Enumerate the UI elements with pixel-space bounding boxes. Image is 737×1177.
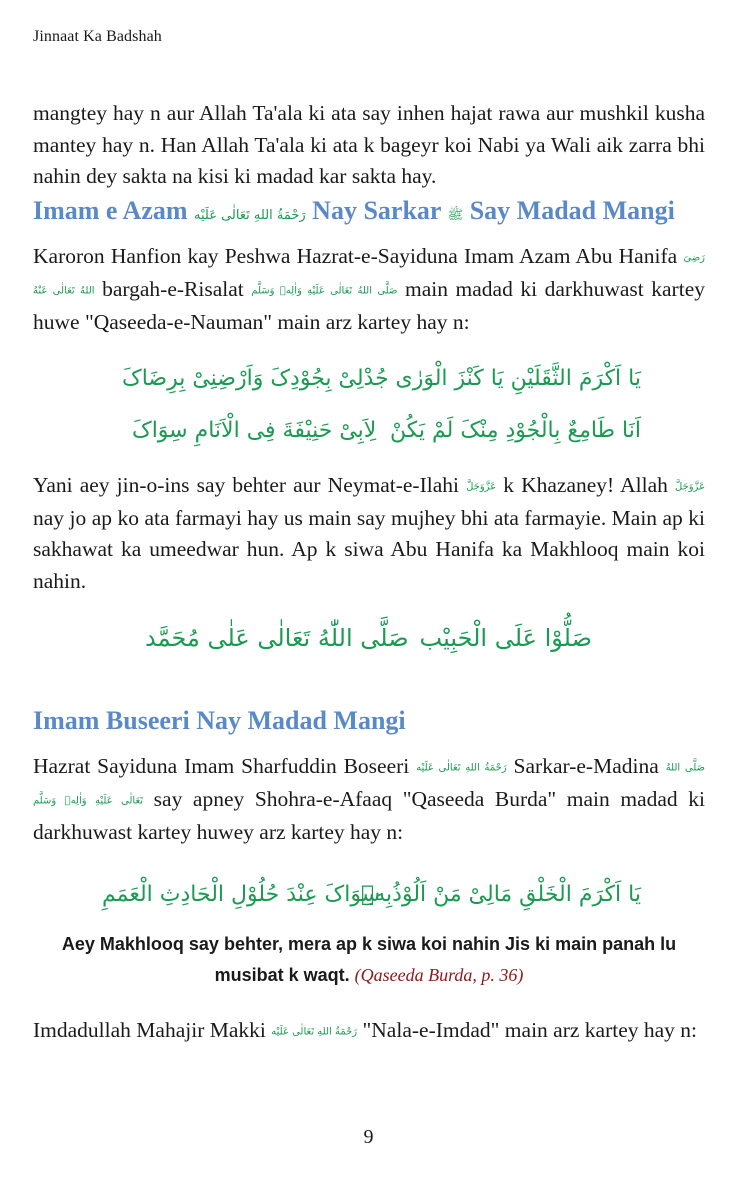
text-run: k Khazaney! Allah — [503, 473, 668, 497]
text-run: Sarkar-e-Madina — [513, 754, 659, 778]
salutation-left: صَلَّی اللّٰهُ تَعَالٰی عَلٰی مُحَمَّد — [145, 624, 409, 652]
citation-reference: (Qaseeda Burda, p. 36) — [354, 965, 524, 985]
honorific-glyph: رَحْمَةُ اللهِ تَعَالٰی عَلَیْه — [416, 762, 507, 774]
heading-text: Nay Sarkar — [312, 196, 441, 225]
salutation-right: صَلُّوْا عَلَی الْحَبِیْب — [419, 624, 592, 652]
paragraph-translation-1 — [33, 470, 705, 597]
honorific-glyph: رَضِیَ اللهُ تَعَالٰی عَنْهُ — [33, 252, 706, 297]
paragraph-intro: mangtey hay n aur Allah Ta'ala ki ata say inhen hajat rawa aur mushkil kusha mantey hay n. Han Allah Ta'ala ki ata k bageyr koi Nabi ya Wali aik zarra bhi nahin dey sakta na kisi ki madad kar sakta hay. — [33, 101, 705, 188]
paragraph-imdadullah — [33, 1015, 705, 1048]
section-heading-imam-buseeri: Imam Buseeri Nay Madad Mangi — [33, 706, 406, 735]
heading-text: Imam e Azam — [33, 196, 188, 225]
text-run: Yani aey jin-o-ins say behter aur Neymat-e-Ilahi — [33, 473, 459, 497]
text-run: main madad ki darkhuwast kartey huwe "Qaseeda-e-Nauman" main arz kartey hay n: — [33, 276, 705, 334]
running-head: Jinnaat Ka Badshah — [33, 28, 162, 45]
honorific-glyph: صَلَّی اللهُ تَعَالٰی عَلَیْهِ وَاٰلِهٖ وَسَلَّم — [251, 285, 398, 297]
verse-1-line-1-left: جُدْلِیْ بِجُوْدِکَ وَاَرْضِنِیْ بِرِضَاکَ — [122, 366, 389, 391]
translation-text: Aey Makhlooq say behter, mera ap k siwa koi nahin Jis ki main panah lu musibat k waqt. — [61, 934, 677, 985]
text-run: Hazrat Sayiduna Imam Sharfuddin Boseeri — [33, 754, 410, 778]
honorific-glyph: صَلَّی اللهُ تَعَالٰی عَلَیْهِ وَاٰلِهٖ وَسَلَّم — [33, 762, 706, 807]
text-run: "Nala-e-Imdad" main arz kartey hay n: — [362, 1018, 698, 1042]
verse-1-line-2-left: لِاَبِیْ حَنِیْفَةَ فِی الْاَنَامِ سِوَاکَ — [132, 418, 377, 443]
text-run: say apney Shohra-e-Afaaq "Qaseeda Burda" main madad ki darkhuwast kartey huwey arz kartey hay n: — [33, 786, 705, 844]
verse-2-left: سِوَاکَ عِنْدَ حُلُوْلِ الْحَادِثِ الْعَمَمِ — [102, 882, 381, 907]
verse-2-right: یَا اَکْرَمَ الْخَلْقِ مَالِیْ مَنْ اَلُوْذُبِهٖ — [361, 882, 641, 907]
text-run: Imdadullah Mahajir Makki — [33, 1018, 266, 1042]
text-run: Karoron Hanfion kay Peshwa Hazrat-e-Sayiduna Imam Azam Abu Hanifa — [33, 244, 678, 268]
paragraph-imam-buseeri — [33, 751, 705, 848]
verse-1-line-2-right: اَنَا طَامِعٌ بِالْجُوْدِ مِنْکَ لَمْ یَکُنْ — [390, 418, 641, 443]
honorific-glyph: عَزَّوَجَلَّ — [674, 481, 706, 493]
verse-2-translation — [33, 929, 705, 991]
verse-1-line-1-right: یَا اَکْرَمَ الثَّقَلَیْنِ یَا کَنْزَ الْوَرٰی — [395, 366, 641, 391]
text-run: nay jo ap ko ata farmayi hay us main say mujhey bhi ata farmayie. Main ap ki sakhawat ka umeedwar hun. Ap k siwa Abu Hanifa ka Makhlooq main koi nahin. — [33, 505, 705, 593]
honorific-glyph: رَحْمَةُ اللهِ تَعَالٰی عَلَیْه — [271, 1026, 358, 1038]
honorific-glyph: ﷺ — [447, 208, 464, 223]
section-heading-imam-azam — [33, 196, 675, 226]
honorific-glyph: عَزَّوَجَلَّ — [466, 481, 497, 493]
page-number: 9 — [363, 1126, 374, 1148]
honorific-glyph: رَحْمَةُ اللهِ تَعَالٰی عَلَیْه — [194, 208, 306, 223]
heading-text: Say Madad Mangi — [469, 196, 675, 225]
text-run: bargah-e-Risalat — [102, 276, 244, 301]
paragraph-imam-azam — [33, 241, 705, 338]
